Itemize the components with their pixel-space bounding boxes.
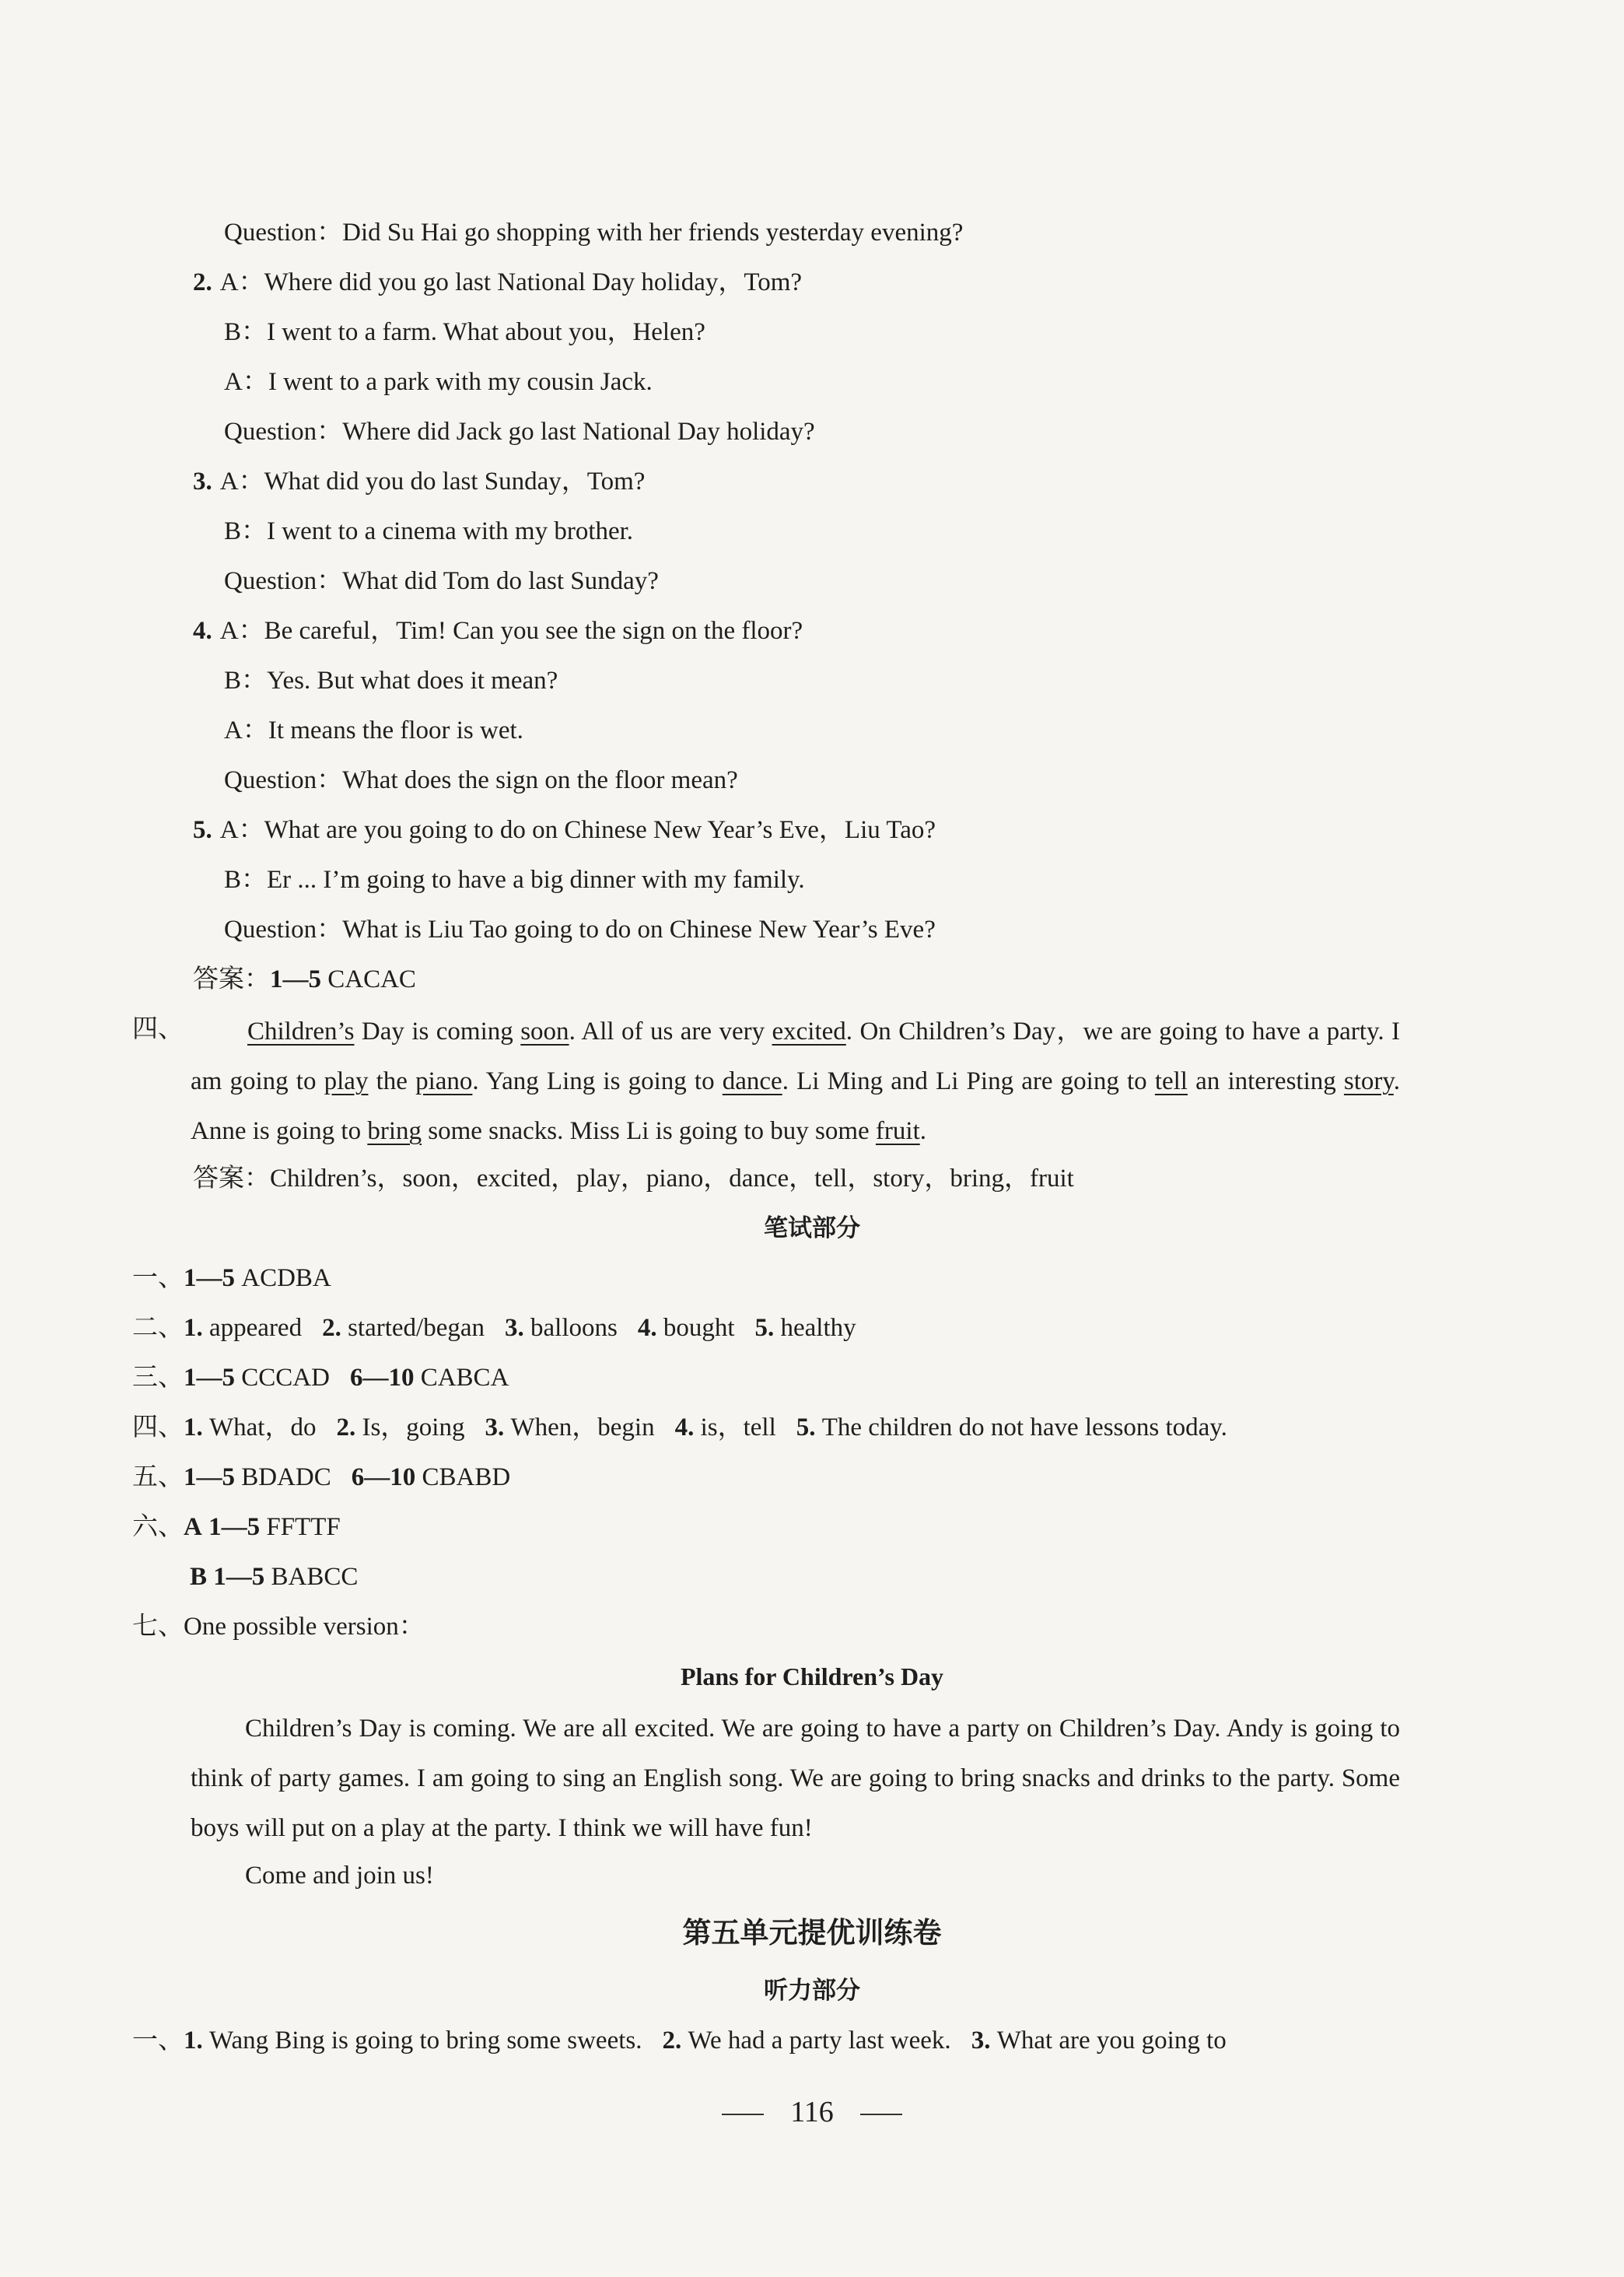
item-number: 2. bbox=[322, 1314, 348, 1342]
answer-label: 答案： bbox=[193, 965, 270, 993]
section4-passage bbox=[191, 1007, 1400, 1156]
passage-text: . Yang Ling is going to bbox=[472, 1067, 723, 1095]
written-s4 bbox=[132, 1412, 1227, 1443]
essay-closing: Come and join us! bbox=[245, 1862, 434, 1890]
s3-value-2: CABCA bbox=[420, 1364, 509, 1392]
q2-text: A：Where did you go last National Day holiday，Tom? bbox=[219, 268, 803, 296]
item-number: 1. bbox=[184, 1413, 209, 1442]
answer-blank: piano bbox=[415, 1067, 473, 1095]
written-s1 bbox=[132, 1263, 331, 1294]
s6-a-range: 1—5 bbox=[208, 1513, 261, 1541]
s6-a-tag: A bbox=[184, 1513, 202, 1541]
passage-text: . On Children’s Day，we are going to have a party. I am going to bbox=[191, 1018, 1400, 1095]
passage-text: . Li Ming and Li Ping are going to bbox=[782, 1067, 1155, 1095]
q1-question: Question：Did Su Hai go shopping with her friends yesterday evening? bbox=[224, 219, 964, 247]
answer-blank: play bbox=[324, 1067, 369, 1095]
unit5-listening-heading: 听力部分 bbox=[764, 1977, 860, 2005]
item-answer: bought bbox=[663, 1314, 735, 1342]
q2-line-b: B：I went to a farm. What about you，Helen? bbox=[224, 318, 705, 346]
section4-label: 四、 bbox=[132, 1015, 184, 1043]
written-s3 bbox=[132, 1362, 509, 1393]
answer-value: CACAC bbox=[327, 965, 416, 993]
q4-line-a2: A：It means the floor is wet. bbox=[224, 716, 523, 744]
s7-label: 七、 bbox=[132, 1613, 184, 1641]
answer-blank: fruit bbox=[875, 1117, 920, 1145]
passage-text: Day is coming bbox=[354, 1018, 521, 1046]
s1-label: 一、 bbox=[132, 1264, 184, 1292]
q3-line-a bbox=[193, 466, 645, 497]
page-number bbox=[0, 2094, 1624, 2130]
unit5-s1-label: 一、 bbox=[132, 2027, 184, 2055]
written-s2 bbox=[132, 1312, 856, 1343]
q3-number: 3. bbox=[193, 468, 212, 496]
s4-label: 四、 bbox=[132, 1413, 184, 1442]
passage-text: an interesting bbox=[1187, 1067, 1344, 1095]
q4-text: A：Be careful，Tim! Can you see the sign on the floor? bbox=[219, 617, 803, 645]
answer-range: 1—5 bbox=[270, 965, 321, 993]
answer-blank: tell bbox=[1154, 1067, 1188, 1095]
item-answer: balloons bbox=[530, 1314, 618, 1342]
s5-value-2: CBABD bbox=[422, 1463, 511, 1491]
s5-range-2: 6—10 bbox=[351, 1463, 416, 1491]
written-s6-b bbox=[190, 1561, 358, 1592]
s6-b-value: BABCC bbox=[271, 1563, 359, 1591]
s3-value-1: CCCAD bbox=[241, 1364, 330, 1392]
q2-line-a2: A：I went to a park with my cousin Jack. bbox=[224, 368, 653, 396]
s6-label: 六、 bbox=[132, 1513, 184, 1541]
s6-b-tag: B bbox=[190, 1563, 208, 1591]
section4-answer: 答案：Children’s，soon，excited，play，piano，dance，tell，story，bring，fruit bbox=[193, 1165, 1074, 1193]
answer-blank: dance bbox=[722, 1067, 782, 1095]
answer-blank: story bbox=[1343, 1067, 1394, 1095]
item-number: 4. bbox=[637, 1314, 663, 1342]
item-number: 3. bbox=[505, 1314, 531, 1342]
q4-number: 4. bbox=[193, 617, 212, 645]
q4-question: Question：What does the sign on the floor mean? bbox=[224, 766, 738, 794]
q3-question: Question：What did Tom do last Sunday? bbox=[224, 567, 659, 595]
passage-text: the bbox=[368, 1067, 416, 1095]
passage-text: some snacks. Miss Li is going to buy some bbox=[422, 1117, 876, 1145]
page-number-text: 116 bbox=[790, 2096, 834, 2128]
written-s5 bbox=[132, 1462, 510, 1493]
item-answer: We had a party last week. bbox=[688, 2027, 951, 2055]
answer-blank: bring bbox=[367, 1117, 422, 1145]
s1-range: 1—5 bbox=[184, 1264, 235, 1292]
item-answer: Is，going bbox=[362, 1413, 465, 1442]
item-number: 3. bbox=[485, 1413, 511, 1442]
item-answer: What，do bbox=[209, 1413, 317, 1442]
s6-a-value: FFTTF bbox=[266, 1513, 341, 1541]
s2-label: 二、 bbox=[132, 1314, 184, 1342]
item-answer: is，tell bbox=[700, 1413, 776, 1442]
unit5-s1 bbox=[132, 2025, 1227, 2056]
item-number: 2. bbox=[336, 1413, 362, 1442]
s3-range-2: 6—10 bbox=[349, 1364, 415, 1392]
item-number: 2. bbox=[662, 2027, 688, 2055]
q4-line-a bbox=[193, 615, 803, 646]
s5-range-1: 1—5 bbox=[184, 1463, 235, 1491]
s3-range-1: 1—5 bbox=[184, 1364, 235, 1392]
answer-blank: Children’s bbox=[247, 1018, 355, 1046]
answer-blank: soon bbox=[520, 1018, 569, 1046]
s3-label: 三、 bbox=[132, 1364, 184, 1392]
s5-value-1: BDADC bbox=[241, 1463, 331, 1491]
item-number: 1. bbox=[184, 1314, 209, 1342]
essay-body: Children’s Day is coming. We are all excited. We are going to have a party on Children’s Day. Andy is going to think of party games. I am going to sing an English song. We are going to bring snacks and drinks to the party. Some boys will put on a play at the party. I think we will have fun! bbox=[191, 1715, 1400, 1842]
q2-question: Question：Where did Jack go last National Day holiday? bbox=[224, 418, 815, 446]
q5-question: Question：What is Liu Tao going to do on Chinese New Year’s Eve? bbox=[224, 916, 936, 944]
q3-line-b: B：I went to a cinema with my brother. bbox=[224, 517, 634, 545]
item-answer: What are you going to bbox=[996, 2027, 1227, 2055]
q3-text: A：What did you do last Sunday，Tom? bbox=[219, 468, 646, 496]
passage-text: . bbox=[919, 1117, 926, 1145]
written-s6-a bbox=[132, 1512, 341, 1543]
s6-b-range: 1—5 bbox=[213, 1563, 265, 1591]
item-number: 1. bbox=[184, 2027, 209, 2055]
item-number: 5. bbox=[754, 1314, 781, 1342]
essay-title: Plans for Children’s Day bbox=[680, 1662, 944, 1690]
q5-text: A：What are you going to do on Chinese New Year’s Eve，Liu Tao? bbox=[219, 816, 936, 844]
item-answer: Wang Bing is going to bring some sweets. bbox=[209, 2027, 642, 2055]
item-answer: The children do not have lessons today. bbox=[821, 1413, 1227, 1442]
item-number: 4. bbox=[674, 1413, 701, 1442]
q5-number: 5. bbox=[193, 816, 212, 844]
unit5-title: 第五单元提优训练卷 bbox=[682, 1916, 942, 1949]
q2-line-a bbox=[193, 267, 802, 298]
item-number: 5. bbox=[796, 1413, 822, 1442]
item-answer: healthy bbox=[780, 1314, 856, 1342]
s1-value: ACDBA bbox=[241, 1264, 331, 1292]
item-answer: appeared bbox=[209, 1314, 303, 1342]
passage-text: . All of us are very bbox=[569, 1018, 772, 1046]
item-answer: When，begin bbox=[510, 1413, 655, 1442]
q4-line-b: B：Yes. But what does it mean? bbox=[224, 667, 558, 695]
item-answer: started/began bbox=[348, 1314, 485, 1342]
listening-answer bbox=[193, 964, 416, 995]
item-number: 3. bbox=[971, 2027, 997, 2055]
q2-number: 2. bbox=[193, 268, 212, 296]
passage-text: . Anne is going to bbox=[191, 1067, 1401, 1145]
q5-line-b: B：Er ... I’m going to have a big dinner with my family. bbox=[224, 866, 805, 894]
s7-intro: One possible version： bbox=[184, 1613, 425, 1641]
written-s7 bbox=[132, 1611, 425, 1642]
answer-blank: excited bbox=[772, 1018, 846, 1046]
s5-label: 五、 bbox=[132, 1463, 184, 1491]
written-heading: 笔试部分 bbox=[764, 1214, 860, 1242]
q5-line-a bbox=[193, 814, 936, 846]
